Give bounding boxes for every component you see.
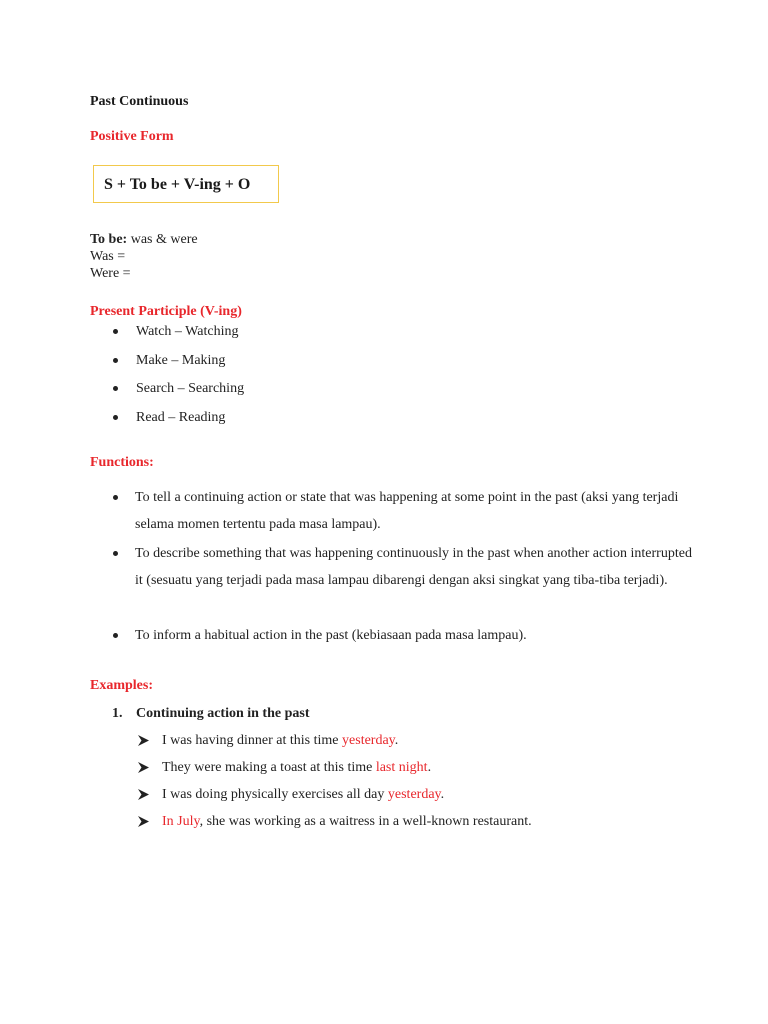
present-participle-heading: Present Participle (V-ing)	[90, 304, 242, 319]
list-item: Watch – Watching	[136, 324, 239, 339]
example-text-end: .	[427, 760, 432, 775]
function-item-2: To describe something that was happening continuously in the past when another action interrupted it (sesuatu yang terjadi pada masa lampau dibarengi dengan aksi singkat yang tiba-tiba terjadi).	[135, 546, 692, 588]
to-be-value: was & were	[127, 232, 198, 247]
arrowhead-icon	[137, 815, 150, 828]
to-be-label: To be:	[90, 232, 128, 247]
example-text-end: , she was working as a waitress in a well-known restaurant.	[199, 814, 532, 829]
example-item	[162, 813, 532, 830]
list-item: Search – Searching	[136, 381, 245, 396]
were-line: Were =	[90, 266, 131, 281]
example-highlight: yesterday	[342, 733, 395, 748]
formula-box	[93, 165, 279, 203]
arrowhead-icon	[137, 788, 150, 801]
formula-text: S + To be + V-ing + O	[104, 176, 251, 193]
positive-form-heading: Positive Form	[90, 129, 174, 144]
example-section-number: 1.	[112, 706, 123, 721]
bullet-dot	[113, 551, 118, 556]
bullet-dot	[113, 329, 118, 334]
example-highlight: yesterday	[387, 787, 441, 802]
examples-heading: Examples:	[90, 678, 153, 693]
function-item-1: To tell a continuing action or state that was happening at some point in the past (aksi yang terjadi selama momen tertentu pada masa lampau).	[135, 490, 679, 532]
to-be-line	[90, 231, 198, 248]
bullet-dot	[113, 633, 118, 638]
arrowhead-icon	[137, 761, 150, 774]
page-title: Past Continuous	[90, 94, 189, 109]
example-item	[162, 732, 398, 749]
example-item	[162, 786, 444, 803]
example-highlight: last night	[375, 760, 428, 775]
bullet-dot	[113, 386, 118, 391]
bullet-dot	[113, 415, 118, 420]
example-text-end: .	[440, 787, 445, 802]
arrowhead-icon	[137, 734, 150, 747]
example-text: They were making a toast at this time	[162, 760, 376, 775]
example-text: I was doing physically exercises all day	[162, 787, 388, 802]
example-text: I was having dinner at this time	[162, 733, 343, 748]
list-item: Read – Reading	[136, 410, 226, 425]
was-line: Was =	[90, 249, 126, 264]
list-item: Make – Making	[136, 353, 226, 368]
bullet-dot	[113, 495, 118, 500]
functions-heading: Functions:	[90, 455, 154, 470]
function-item-3: To inform a habitual action in the past (kebiasaan pada masa lampau).	[135, 628, 527, 643]
bullet-dot	[113, 358, 118, 363]
example-text-end: .	[394, 733, 399, 748]
example-item	[162, 759, 431, 776]
example-section-title: Continuing action in the past	[136, 706, 310, 721]
example-highlight: In July	[162, 814, 200, 829]
